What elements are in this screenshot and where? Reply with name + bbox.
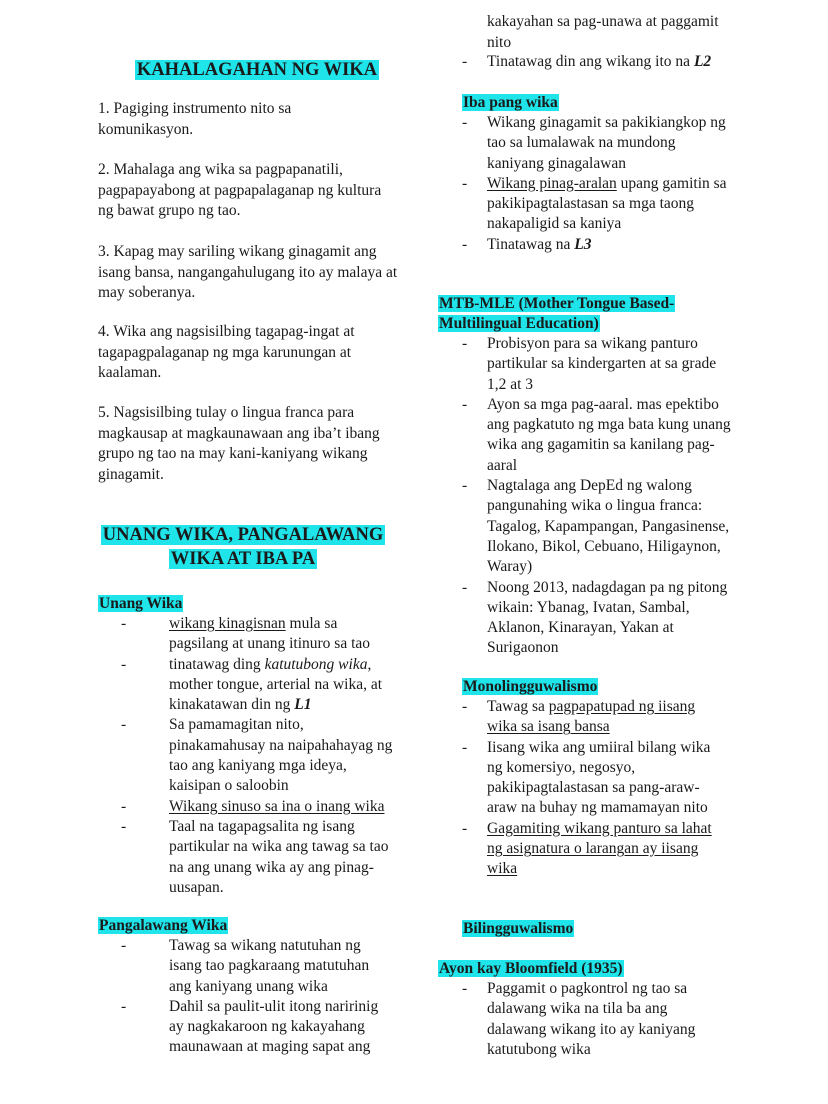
heading-pangalawang-wika [98,916,228,936]
underlined-term: Gagamiting wikang panturo sa lahat ng asignatura o larangan ay iisang wika [487,819,712,878]
heading-text: Pangalawang Wika [99,917,228,934]
l1-label: L1 [294,696,312,714]
item-text: Tawag sa [487,698,549,715]
list-item: - Dahil sa paulit-ulit itong naririnig ay nagkakaroon ng kakayahang maunawaan at maging sapat ang [121,997,393,1058]
heading-text: Iba pang wika [463,94,558,111]
heading-text: Monolingguwalismo [463,678,598,695]
item-text: Tinatawag na [487,235,575,253]
list-item: - Tawag sa wikang natutuhan ng isang tao pagkaraang matutuhan ang kaniyang unang wika [121,936,393,997]
monolingguwalismo-list [462,697,728,880]
unang-wika-list [121,614,393,898]
iba-pang-wika-list [462,113,728,255]
list-item [462,174,728,235]
title-text: KAHALAGAHAN NG WIKA [136,60,378,80]
pangalawang-wika-list [121,936,393,1058]
bloomfield-list [462,979,728,1060]
list-item: - Taal na tagapagsalita ng isang partikular na wika ang tawag sa tao na ang unang wika ay ang pinag-uusapan. [121,817,393,898]
list-item: - Noong 2013, nadagdagan pa ng pitong wikain: Ybanag, Ivatan, Sambal, Aklanon, Kinarayan, Yakan at Surigaonon [462,578,732,659]
heading-text: Bilingguwalismo [463,920,574,937]
item-text: Tinatawag din ang wikang ito na [487,53,694,70]
list-item: - Paggamit o pagkontrol ng tao sa dalawang wika na tila ba ang dalawang wikang ito ay kaniyang katutubong wika [462,979,728,1060]
list-item [462,235,728,255]
item-text: upang gamitin sa pakikipagtalastasan sa mga taong nakapaligid sa kaniya [487,174,727,233]
underlined-term: pagpapatupad ng iisang wika sa isang bansa [487,698,696,736]
point-5: 5. Nagsisilbing tulay o lingua franca para magkausap at magkaunawaan ang iba’t ibang grupo ng tao na may kani-kaniyang wikang ginagamit. [98,404,380,483]
list-item: - Ayon sa mga pag-aaral. mas epektibo ang pagkatuto ng mga bata kung unang wika ang gagamitin sa kanilang pag-aaral [462,395,732,476]
l2-label: L2 [693,53,712,70]
list-item [121,797,393,817]
heading-line-2: Multilingual Education) [439,315,599,332]
underlined-term: Wikang pinag-aralan [487,174,617,192]
heading-bilingguwalismo [462,919,574,939]
heading-line-1: MTB-MLE (Mother Tongue Based- [439,295,675,312]
heading-unang-wika [98,594,183,614]
list-item [462,697,728,738]
point-2: 2. Mahalaga ang wika sa pagpapanatili, pagpapayabong at pagpapalaganap ng kultura ng bawat grupo ng tao. [98,161,382,219]
underlined-term: Wikang sinuso sa ina o inang wika [169,797,385,815]
italic-term: katutubong wika [264,655,368,673]
point-3: 3. Kapag may sariling wikang ginagamit ang isang bansa, nangangahulugang ito ay malaya at may soberanya. [98,243,398,301]
underlined-term: wikang kinagisnan [169,615,286,632]
list-item [121,614,393,655]
list-item: - Wikang ginagamit sa pakikiangkop ng tao sa lumalawak na mundong kaniyang ginagalawan [462,113,728,174]
item-text: tinatawag ding [169,655,265,673]
heading-monolingguwalismo [462,677,598,697]
heading-mtb-mle [438,294,675,334]
list-item: - Iisang wika ang umiiral bilang wika ng komersiyo, negosyo, pakikipagtalastasan sa pang-araw-araw na buhay ng mamamayan nito [462,738,728,819]
heading-text: Unang Wika [99,595,183,612]
list-item [462,52,742,72]
list-item [121,655,393,716]
l2-list [462,52,742,72]
title-line-1: UNANG WIKA, PANGALAWANG [102,525,384,545]
list-item: - Probisyon para sa wikang panturo partikular sa kindergarten at sa grade 1,2 at 3 [462,334,732,395]
continuation-text: kakayahan sa pag-unawa at paggamit nito [487,13,719,51]
list-item: - Sa pamamagitan nito, pinakamahusay na naipahahayag ng tao ang kaniyang mga ideya, kaisipan o saloobin [121,715,393,796]
point-1: 1. Pagiging instrumento nito sa komunikasyon. [98,100,292,138]
heading-text: Ayon kay Bloomfield (1935) [439,960,623,977]
list-item [462,819,728,880]
title-line-2: WIKA AT IBA PA [170,549,316,569]
list-item: - Nagtalaga ang DepEd ng walong pangunahing wika o lingua franca: Tagalog, Kapampangan, Pangasinense, Ilokano, Bikol, Cebuano, Hiligaynon, Waray) [462,476,732,577]
point-4: 4. Wika ang nagsisilbing tagapag-ingat at tagapagpalaganap ng mga karunungan at kaalaman. [98,323,355,381]
mtb-mle-list [462,334,732,659]
title-kahalagahan [98,58,416,82]
l3-label: L3 [574,235,592,253]
item-text: mula sa pagsilang at unang itinuro sa tao [169,615,371,653]
heading-iba-pang-wika [462,93,559,113]
heading-bloomfield [438,959,624,979]
item-text: , mother tongue, arterial na wika, at kinakatawan din ng [169,655,383,714]
title-unang-wika [90,523,396,571]
